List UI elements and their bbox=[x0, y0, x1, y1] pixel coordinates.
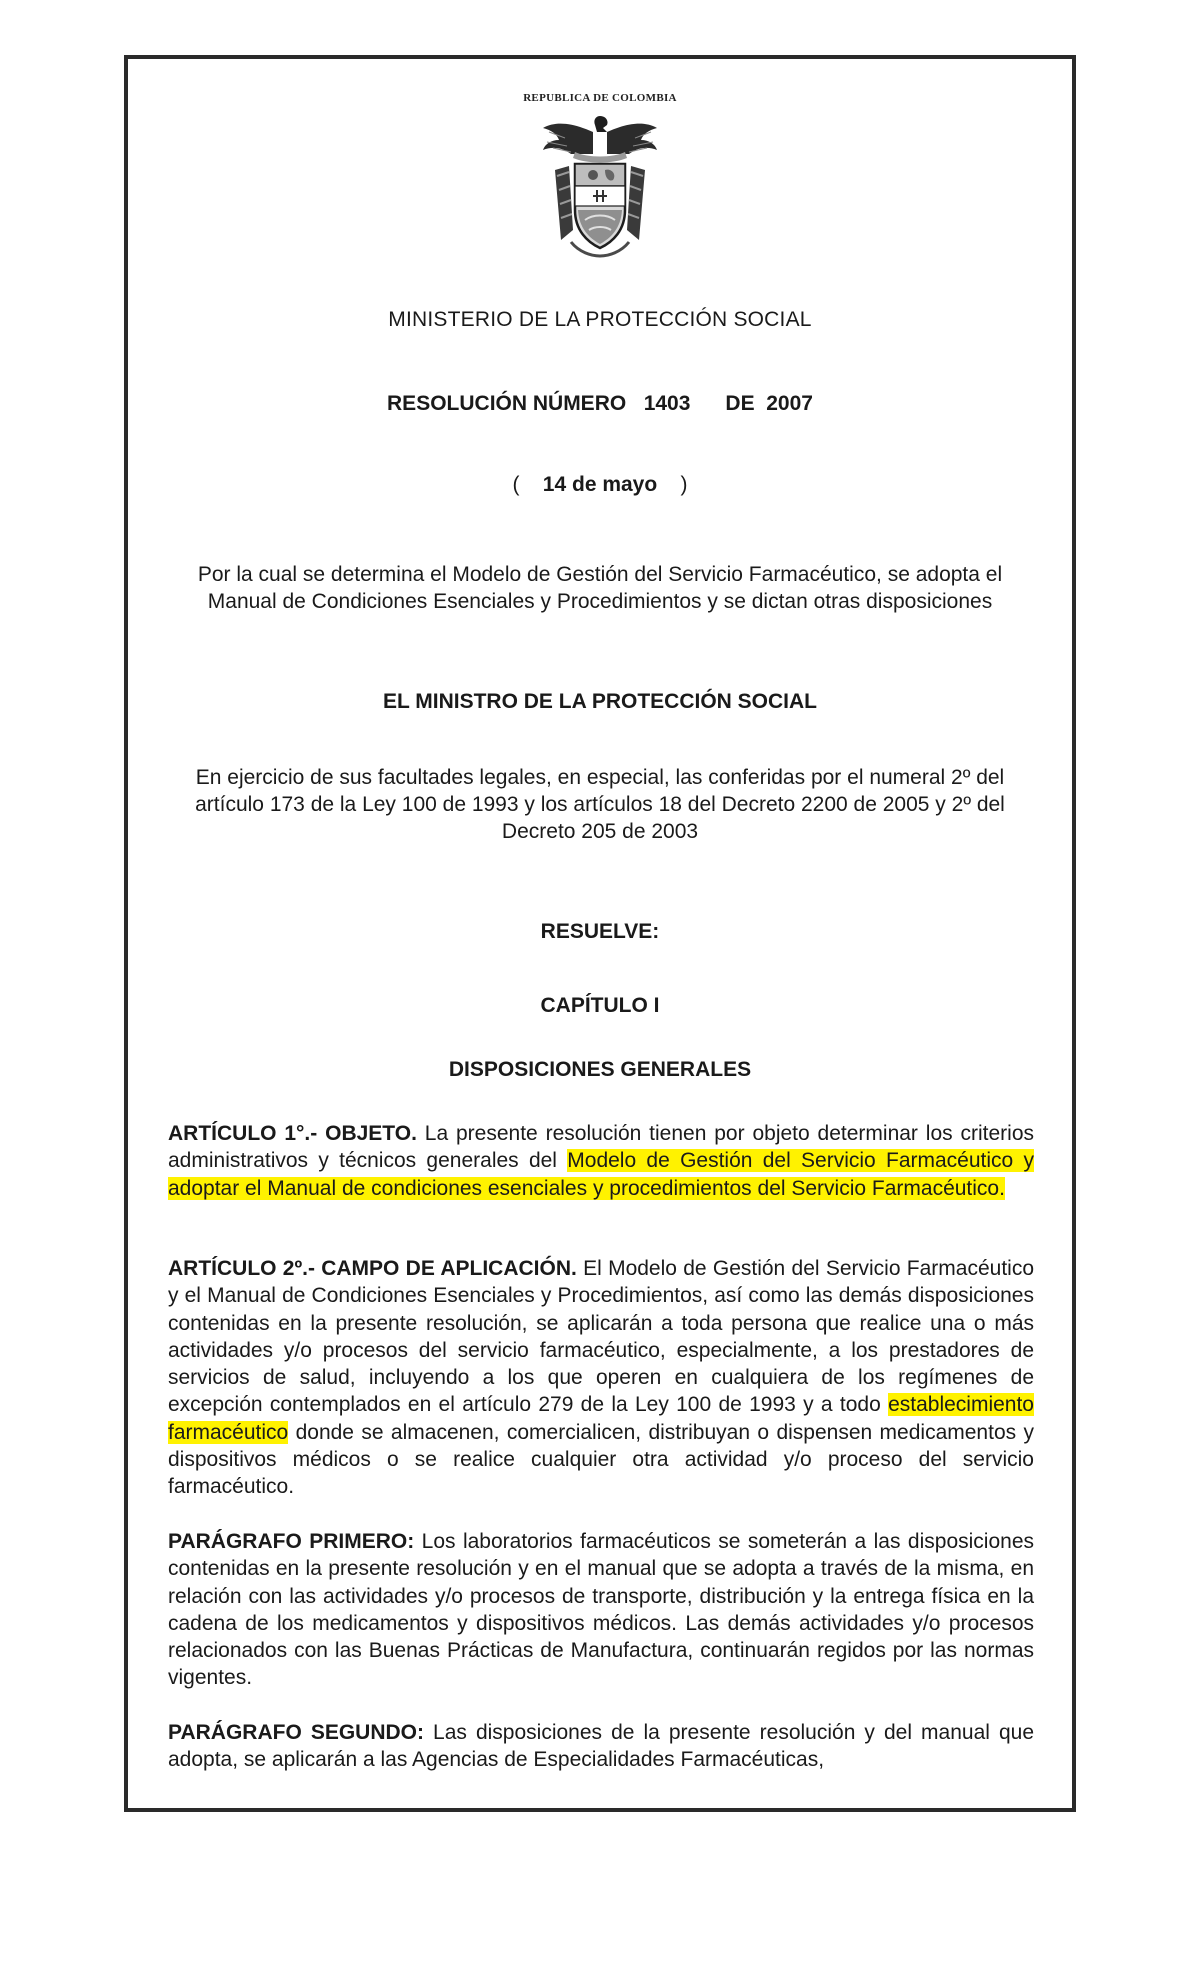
paragraph-1-heading: PARÁGRAFO PRIMERO: bbox=[168, 1530, 415, 1553]
article-2-heading: ARTÍCULO 2º.- CAMPO DE APLICACIÓN. bbox=[168, 1257, 577, 1280]
chapter-title: DISPOSICIONES GENERALES bbox=[448, 1058, 752, 1081]
resolution-date bbox=[0, 473, 1200, 497]
resolves-heading: RESUELVE: bbox=[540, 920, 660, 943]
chapter-heading: CAPÍTULO I bbox=[540, 994, 660, 1017]
article-1-heading: ARTÍCULO 1°.- OBJETO. bbox=[168, 1122, 417, 1145]
article-2-text: El Modelo de Gestión del Servicio Farmacéutico y el Manual de Condiciones Esenciales y Procedimientos, así como las demás disposiciones contenidas en la presente resolución, se aplicarán a toda persona que realice una o más actividades y/o procesos del servicio farmacéutico, especialmente, a los prestadores de servicios de salud, incluyendo a los que operen en cualquiera de los regímenes de excepción contemplados en el artículo 279 de la Ley 100 de 1993 y a todo bbox=[168, 1257, 1034, 1417]
paragraph-2-text: Las disposiciones de la presente resolución y del manual que adopta, se aplicarán a las Agencias de Especialidades Farmacéuticas, bbox=[168, 1721, 1035, 1772]
date-text: 14 de mayo bbox=[542, 473, 658, 496]
country-name: REPUBLICA DE COLOMBIA bbox=[523, 92, 677, 104]
paragraph-1 bbox=[168, 1528, 1034, 1692]
paragraph-1-text: Los laboratorios farmacéuticos se someterán a las disposiciones contenidas en la presente resolución y en el manual que se adopta a través de la misma, en relación con las actividades y/o procesos de transporte, distribución y la entrega física en la cadena de los medicamentos y dispositivos médicos. Las demás actividades y/o procesos relacionados con las Buenas Prácticas de Manufactura, continuarán regidos por las normas vigentes. bbox=[168, 1530, 1034, 1690]
article-2 bbox=[168, 1255, 1034, 1501]
ministry-name: MINISTERIO DE LA PROTECCIÓN SOCIAL bbox=[388, 308, 812, 331]
date-open-paren: ( bbox=[512, 473, 543, 496]
article-2-highlight: establecimiento farmacéutico bbox=[168, 1393, 1034, 1444]
article-1-highlight: Modelo de Gestión del Servicio Farmacéutico y adoptar el Manual de condiciones esenciales y procedimientos del Servicio Farmacéutico. bbox=[168, 1149, 1034, 1200]
letterhead bbox=[0, 92, 1200, 260]
date-close-paren: ) bbox=[657, 473, 688, 496]
paragraph-2 bbox=[168, 1719, 1034, 1774]
paragraph-2-heading: PARÁGRAFO SEGUNDO: bbox=[168, 1721, 424, 1744]
article-1 bbox=[168, 1120, 1034, 1202]
article-1-text: La presente resolución tienen por objeto determinar los criterios administrativos y técnicos generales del bbox=[168, 1122, 1034, 1173]
resolution-number: RESOLUCIÓN NÚMERO 1403 DE 2007 bbox=[387, 392, 813, 415]
resolution-summary: Por la cual se determina el Modelo de Gestión del Servicio Farmacéutico, se adopta el Manual de Condiciones Esenciales y Procedimientos y se dictan otras disposiciones bbox=[197, 563, 1003, 613]
legal-powers: En ejercicio de sus facultades legales, en especial, las conferidas por el numeral 2º del artículo 173 de la Ley 100 de 1993 y los artículos 18 del Decreto 2200 de 2005 y 2º del Decreto 205 de 2003 bbox=[195, 766, 1005, 843]
minister-title: EL MINISTRO DE LA PROTECCIÓN SOCIAL bbox=[382, 690, 818, 713]
article-2-text-end: donde se almacenen, comercialicen, distribuyan o dispensen medicamentos y dispositivos médicos o se realice cualquier otra actividad y/o proceso del servicio farmacéutico. bbox=[168, 1420, 1034, 1499]
coat-of-arms-icon bbox=[535, 110, 665, 260]
